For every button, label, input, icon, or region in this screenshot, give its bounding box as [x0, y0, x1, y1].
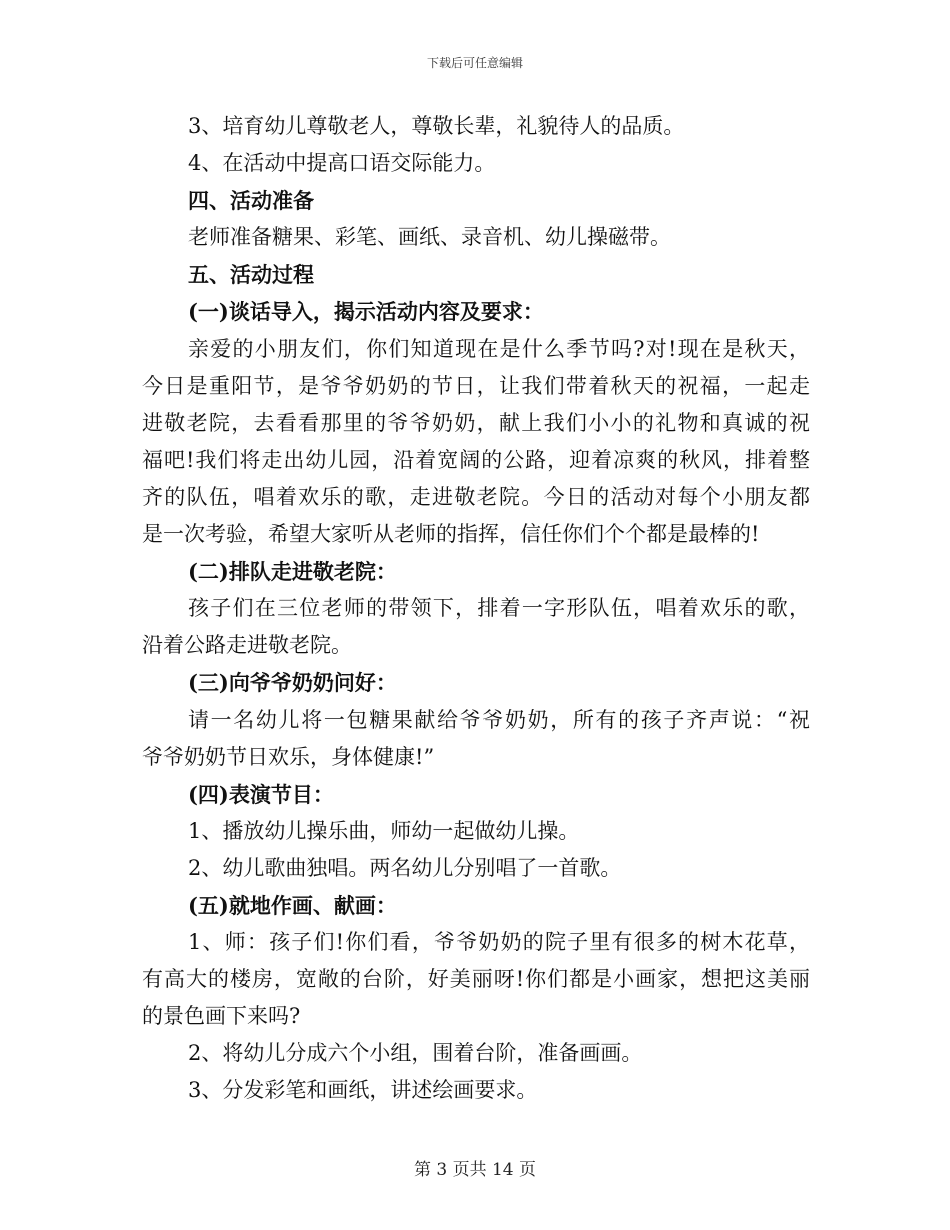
text-line: 沿着公路走进敬老院。 — [142, 633, 352, 658]
section-heading: 五、活动过程 — [188, 262, 314, 288]
text-line: 是一次考验，希望大家听从老师的指挥，信任你们个个都是最棒的! — [142, 522, 760, 547]
text-line: 孩子们在三位老师的带领下，排着一字形队伍，唱着欢乐的歌， — [188, 596, 810, 621]
section-heading: (三)向爷爷奶奶问好： — [188, 670, 397, 696]
text-line: 1、师：孩子们!你们看，爷爷奶奶的院子里有很多的树木花草， — [188, 930, 810, 955]
section-heading: (二)排队走进敬老院： — [188, 559, 397, 585]
section-heading: (一)谈话导入，揭示活动内容及要求： — [188, 299, 544, 325]
text-line: 福吧!我们将走出幼儿园，沿着宽阔的公路，迎着凉爽的秋风，排着整 — [142, 447, 810, 472]
text-line: 的景色画下来吗? — [142, 1004, 301, 1029]
section-heading: (五)就地作画、献画： — [188, 892, 397, 918]
page-footer: 第 3 页共 14 页 — [413, 1160, 537, 1180]
document-body — [142, 108, 810, 1110]
text-line: 有高大的楼房，宽敞的台阶，好美丽呀!你们都是小画家，想把这美丽 — [142, 967, 810, 992]
section-heading: (四)表演节目： — [188, 781, 334, 807]
text-line: 齐的队伍，唱着欢乐的歌，走进敬老院。今日的活动对每个小朋友都 — [142, 484, 810, 509]
text-line: 3、培育幼儿尊敬老人，尊敬长辈，礼貌待人的品质。 — [188, 114, 685, 138]
text-line: 进敬老院，去看看那里的爷爷奶奶，献上我们小小的礼物和真诚的祝 — [142, 410, 810, 435]
section-heading: 四、活动准备 — [188, 188, 314, 214]
text-line: 2、幼儿歌曲独唱。两名幼儿分别唱了一首歌。 — [188, 855, 622, 880]
text-line: 4、在活动中提高口语交际能力。 — [188, 151, 496, 176]
text-line: 3、分发彩笔和画纸，讲述绘画要求。 — [188, 1078, 538, 1103]
text-line: 爷爷奶奶节日欢乐，身体健康!” — [142, 744, 435, 769]
text-line: 请一名幼儿将一包糖果献给爷爷奶奶，所有的孩子齐声说：“祝 — [188, 707, 810, 732]
text-line: 今日是重阳节，是爷爷奶奶的节日，让我们带着秋天的祝福，一起走 — [142, 373, 810, 398]
text-line: 老师准备糖果、彩笔、画纸、录音机、幼儿操磁带。 — [188, 225, 671, 250]
text-line: 亲爱的小朋友们，你们知道现在是什么季节吗?对!现在是秋天， — [188, 336, 810, 361]
page-header: 下载后可任意编辑 — [426, 56, 523, 70]
text-line: 1、播放幼儿操乐曲，师幼一起做幼儿操。 — [188, 818, 580, 843]
text-line: 2、将幼儿分成六个小组，围着台阶，准备画画。 — [188, 1041, 643, 1066]
